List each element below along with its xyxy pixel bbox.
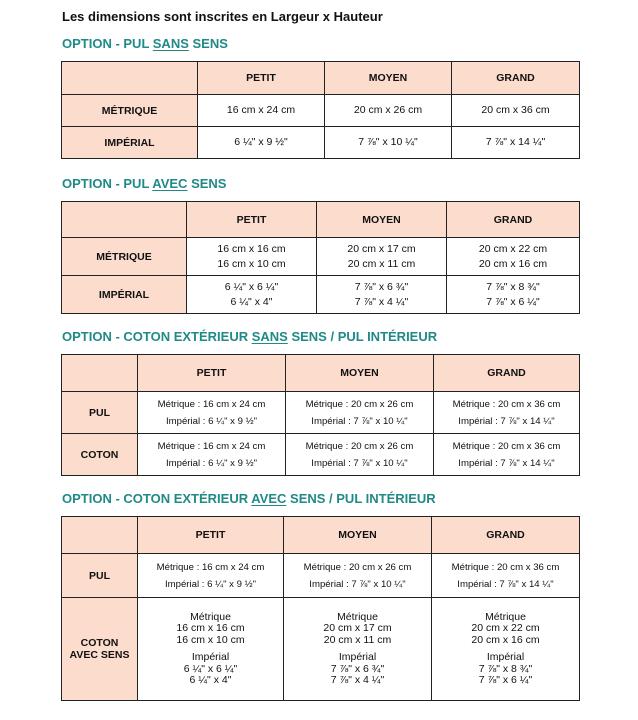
cell-value: 20 cm x 22 cm 20 cm x 16 cm	[447, 238, 580, 276]
section-title-pul-sans-sens	[62, 36, 228, 51]
cell-value: 20 cm x 26 cm	[325, 95, 452, 127]
cell-value: 7 ⅞" x 8 ¾" 7 ⅞" x 6 ¼"	[447, 276, 580, 314]
cell-value: Métrique : 20 cm x 26 cm Impérial : 7 ⅞" x 10 ¼"	[284, 554, 432, 598]
cell-value: Métrique 16 cm x 16 cm 16 cm x 10 cm Impérial 6 ¼" x 6 ¼" 6 ¼" x 4"	[138, 598, 284, 701]
row-label-coton: COTON	[62, 434, 138, 476]
header-petit: PETIT	[138, 517, 284, 554]
title-part: OPTION - COTON EXTÉRIEUR	[62, 329, 252, 344]
header-moyen: MOYEN	[325, 62, 452, 95]
cell-value: Métrique : 20 cm x 26 cm Impérial : 7 ⅞" x 10 ¼"	[286, 434, 434, 476]
title-part: OPTION - COTON EXTÉRIEUR	[62, 491, 252, 506]
header-petit: PETIT	[187, 202, 317, 238]
header-petit: PETIT	[198, 62, 325, 95]
header-grand: GRAND	[432, 517, 580, 554]
cell-value: Métrique : 20 cm x 26 cm Impérial : 7 ⅞" x 10 ¼"	[286, 392, 434, 434]
header-petit: PETIT	[138, 355, 286, 392]
cell-value: Métrique : 20 cm x 36 cm Impérial : 7 ⅞" x 14 ¼"	[434, 392, 580, 434]
header-moyen: MOYEN	[284, 517, 432, 554]
title-part: OPTION - PUL	[62, 176, 153, 191]
section-title-pul-avec-sens	[62, 176, 226, 191]
size-table-pul-avec-sens	[61, 201, 580, 314]
cell-value: 7 ⅞" x 14 ¼"	[452, 127, 580, 159]
corner-cell	[62, 355, 138, 392]
title-part: SENS / PUL INTÉRIEUR	[286, 491, 436, 506]
cell-value: 6 ¼" x 6 ¼" 6 ¼" x 4"	[187, 276, 317, 314]
row-label-metrique: MÉTRIQUE	[62, 238, 187, 276]
cell-value: 6 ¼" x 9 ½"	[198, 127, 325, 159]
row-label-metrique: MÉTRIQUE	[62, 95, 198, 127]
title-keyword: AVEC	[251, 491, 287, 506]
cell-value: 7 ⅞" x 6 ¾" 7 ⅞" x 4 ¼"	[317, 276, 447, 314]
title-keyword: SANS	[152, 36, 189, 51]
cell-value: Métrique 20 cm x 17 cm 20 cm x 11 cm Impérial 7 ⅞" x 6 ¾" 7 ⅞" x 4 ¼"	[284, 598, 432, 701]
header-grand: GRAND	[434, 355, 580, 392]
header-moyen: MOYEN	[317, 202, 447, 238]
row-label-coton-avec-sens: COTON AVEC SENS	[62, 598, 138, 701]
header-grand: GRAND	[452, 62, 580, 95]
section-title-coton-avec-sens	[62, 491, 436, 506]
cell-value: 16 cm x 24 cm	[198, 95, 325, 127]
corner-cell	[62, 62, 198, 95]
title-part: SENS	[188, 36, 228, 51]
cell-value: 20 cm x 17 cm 20 cm x 11 cm	[317, 238, 447, 276]
row-label-pul: PUL	[62, 554, 138, 598]
corner-cell	[62, 517, 138, 554]
cell-value: Métrique 20 cm x 22 cm 20 cm x 16 cm Impérial 7 ⅞" x 8 ¾" 7 ⅞" x 6 ¼"	[432, 598, 580, 701]
title-part: OPTION - PUL	[62, 36, 153, 51]
section-title-coton-sans-sens	[62, 329, 437, 344]
header-grand: GRAND	[447, 202, 580, 238]
row-label-pul: PUL	[62, 392, 138, 434]
row-label-imperial: IMPÉRIAL	[62, 276, 187, 314]
corner-cell	[62, 202, 187, 238]
cell-value: Métrique : 16 cm x 24 cm Impérial : 6 ¼" x 9 ½"	[138, 392, 286, 434]
size-table-coton-avec-sens	[61, 516, 580, 701]
title-keyword: AVEC	[152, 176, 188, 191]
page-intro: Les dimensions sont inscrites en Largeur x Hauteur	[62, 9, 383, 24]
cell-value: 16 cm x 16 cm 16 cm x 10 cm	[187, 238, 317, 276]
cell-value: Métrique : 16 cm x 24 cm Impérial : 6 ¼" x 9 ½"	[138, 434, 286, 476]
title-part: SENS / PUL INTÉRIEUR	[287, 329, 438, 344]
cell-value: Métrique : 16 cm x 24 cm Impérial : 6 ¼" x 9 ½"	[138, 554, 284, 598]
size-table-pul-sans-sens	[61, 61, 580, 159]
size-table-coton-sans-sens	[61, 354, 580, 476]
cell-value: Métrique : 20 cm x 36 cm Impérial : 7 ⅞" x 14 ¼"	[432, 554, 580, 598]
cell-value: 20 cm x 36 cm	[452, 95, 580, 127]
cell-value: Métrique : 20 cm x 36 cm Impérial : 7 ⅞" x 14 ¼"	[434, 434, 580, 476]
title-part: SENS	[187, 176, 227, 191]
header-moyen: MOYEN	[286, 355, 434, 392]
row-label-imperial: IMPÉRIAL	[62, 127, 198, 159]
title-keyword: SANS	[251, 329, 288, 344]
cell-value: 7 ⅞" x 10 ¼"	[325, 127, 452, 159]
